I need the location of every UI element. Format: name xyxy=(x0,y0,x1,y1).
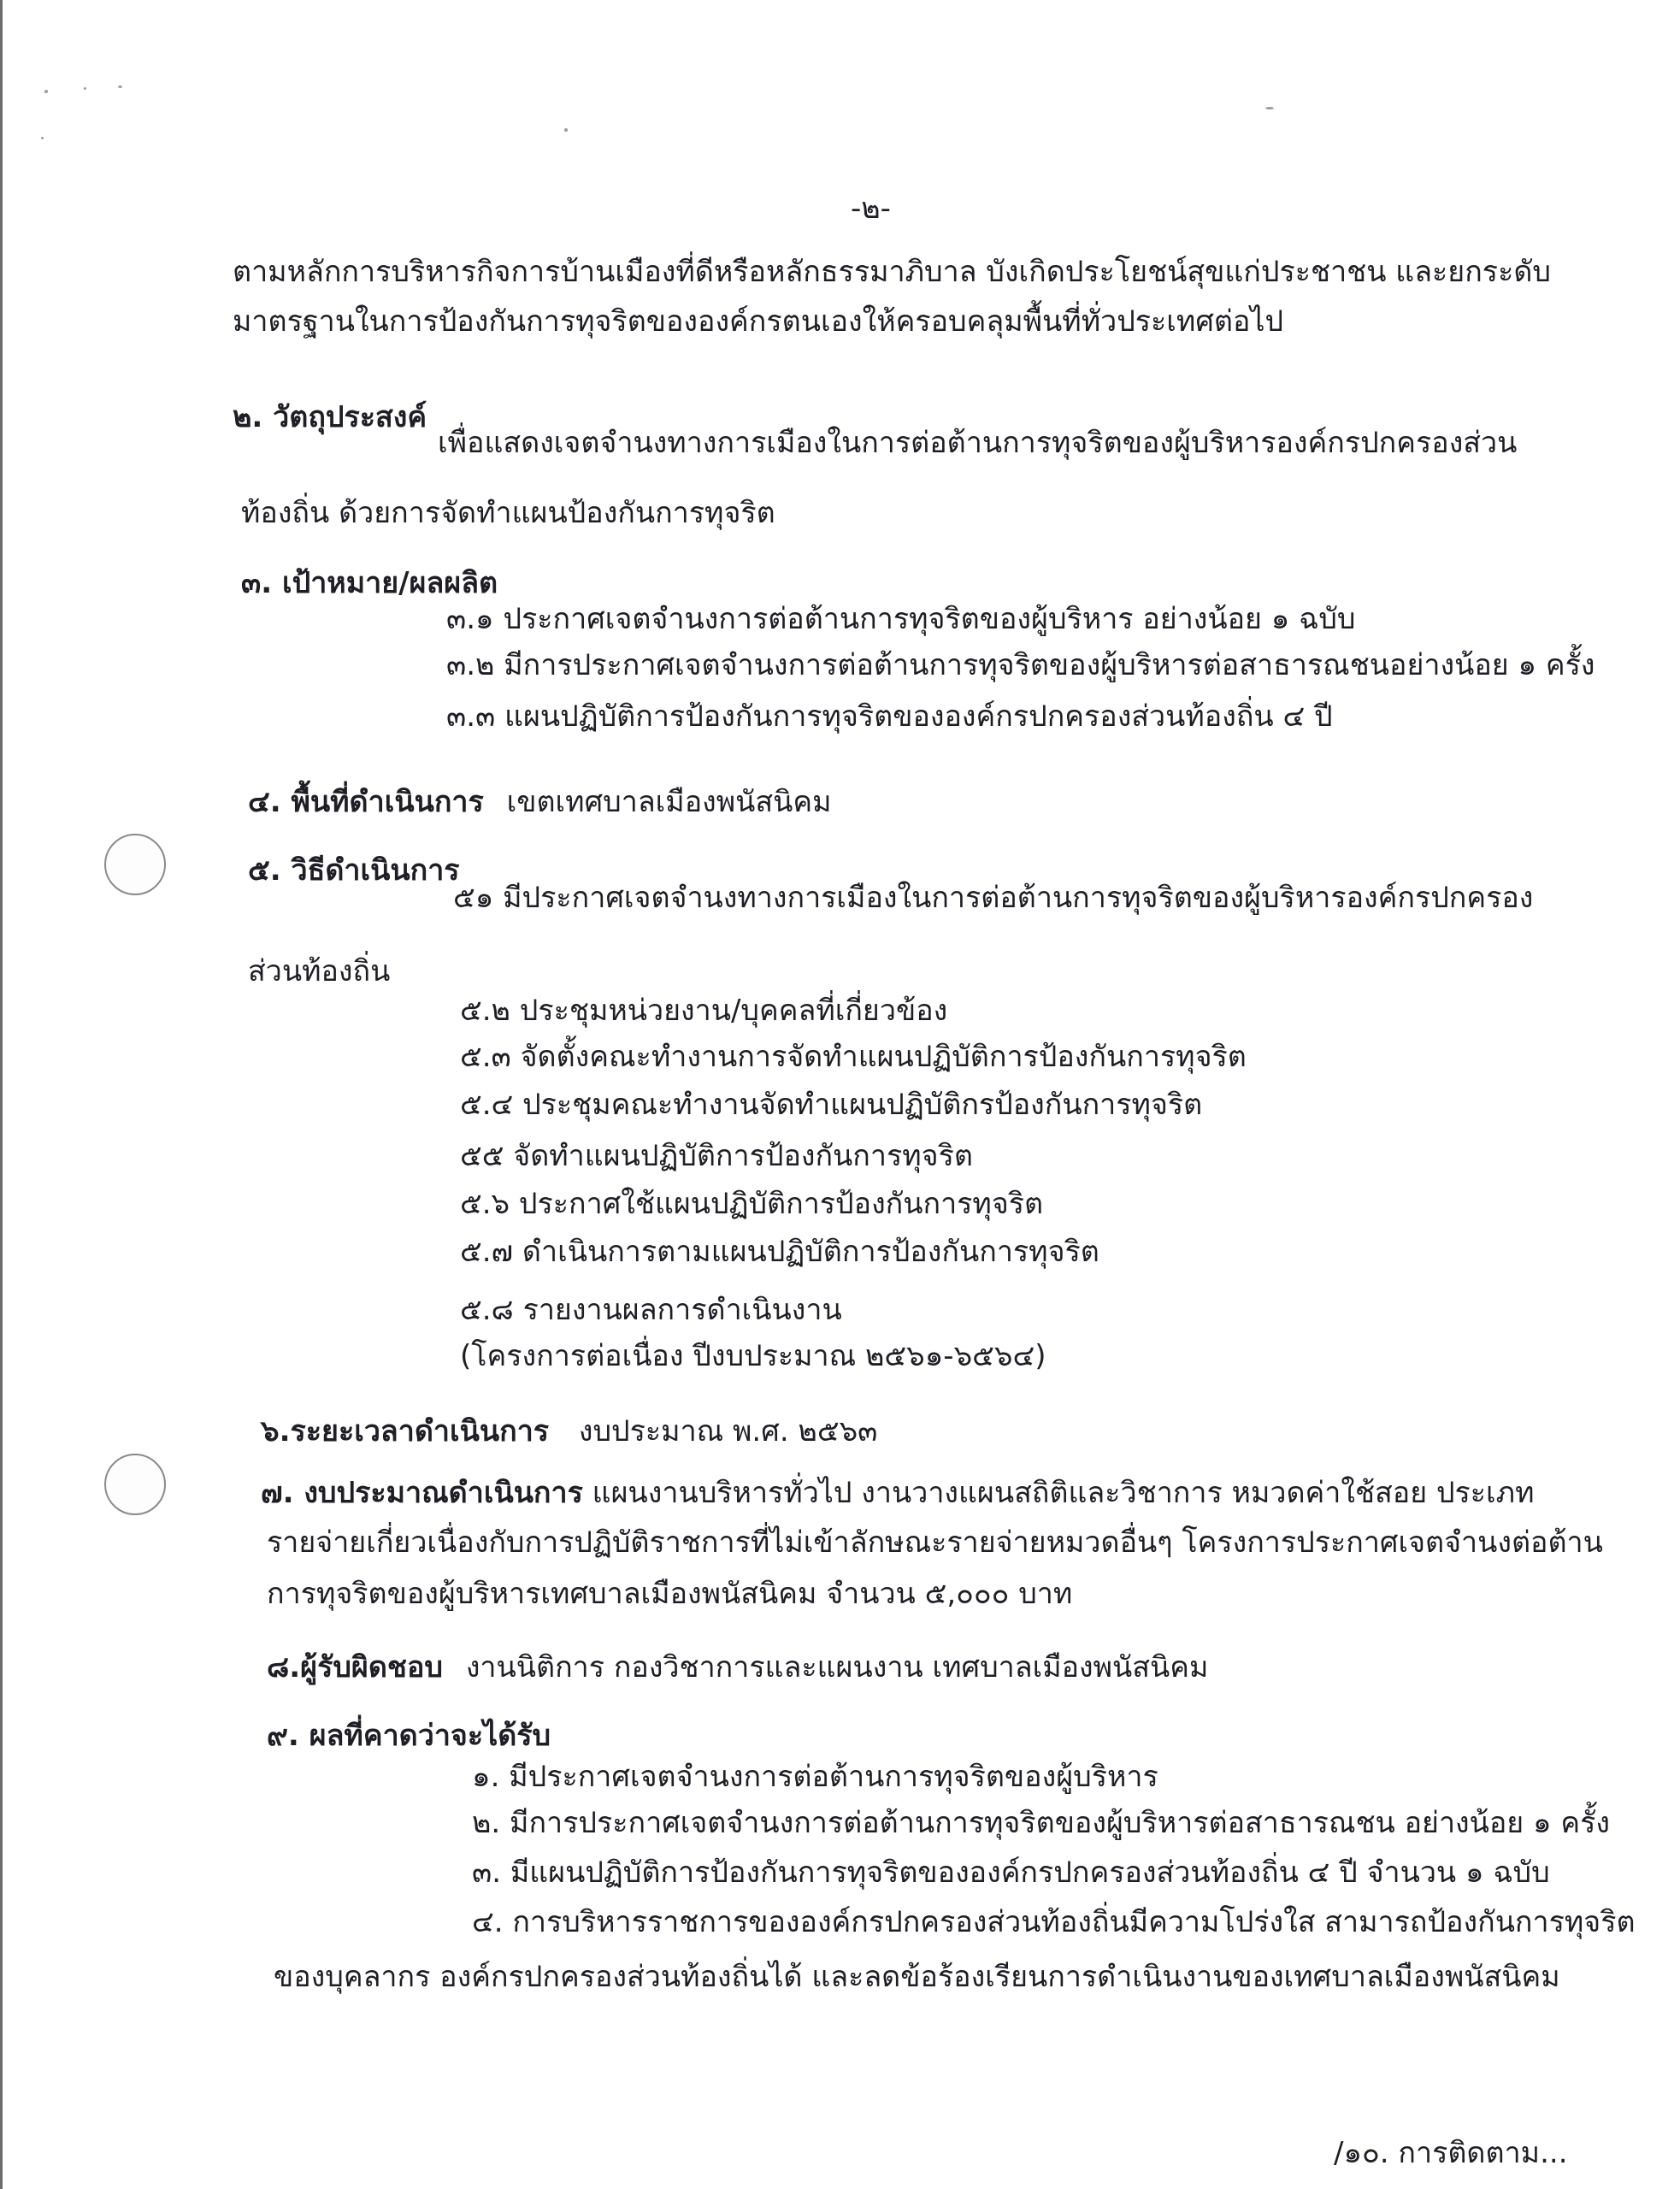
section-3-item: ๓.๓ แผนปฏิบัติการป้องกันการทุจริตขององค์กรปกครองส่วนท้องถิ่น ๔ ปี xyxy=(446,699,1333,734)
section-6-heading: ๖.ระยะเวลาดำเนินการ xyxy=(261,1414,550,1449)
section-5-item: ๕.๒ ประชุมหน่วยงาน/บุคคลที่เกี่ยวข้อง xyxy=(460,994,948,1028)
section-7-text: แผนงานบริหารทั่วไป งานวางแผนสถิติและวิชาการ หมวดค่าใช้สอย ประเภท xyxy=(582,1476,1535,1510)
section-9-item: ๑. มีประกาศเจตจำนงการต่อต้านการทุจริตของผู้บริหาร xyxy=(472,1760,1158,1794)
punch-hole-top xyxy=(104,834,166,895)
section-9-item: ๓. มีแผนปฏิบัติการป้องกันการทุจริตขององค์กรปกครองส่วนท้องถิ่น ๔ ปี จำนวน ๑ ฉบับ xyxy=(472,1856,1550,1890)
scan-speck xyxy=(44,90,48,93)
scan-speck xyxy=(1265,107,1274,109)
section-6-value: งบประมาณ พ.ศ. ๒๕๖๓ xyxy=(578,1414,878,1449)
section-2-paragraph-line-1: เพื่อแสดงเจตจำนงทางการเมืองในการต่อต้านการทุจริตของผู้บริหารองค์กรปกครองส่วน xyxy=(438,426,1518,460)
punch-hole-bottom xyxy=(104,1454,166,1515)
section-7-heading: ๗. งบประมาณดำเนินการ xyxy=(261,1476,583,1510)
scan-speck xyxy=(84,87,86,90)
footer-next-page: /๑๐. การติดตาม... xyxy=(1334,2136,1568,2170)
section-8-value: งานนิติการ กองวิชาการและแผนงาน เทศบาลเมืองพนัสนิคม xyxy=(465,1650,1209,1685)
scan-speck xyxy=(118,86,122,88)
section-2-paragraph-line-2: ท้องถิ่น ด้วยการจัดทำแผนป้องกันการทุจริต xyxy=(241,496,775,530)
section-5-item: ๕.๗ ดำเนินการตามแผนปฏิบัติการป้องกันการทุจริต xyxy=(460,1235,1099,1269)
section-2-heading: ๒. วัตถุประสงค์ xyxy=(233,400,427,434)
intro-line-1: ตามหลักการบริหารกิจการบ้านเมืองที่ดีหรือหลักธรรมาภิบาล บังเกิดประโยชน์สุขแก่ประชาชน และยกระดับ xyxy=(233,255,1551,289)
intro-line-2: มาตรฐานในการป้องกันการทุจริตขององค์กรตนเองให้ครอบคลุมพื้นที่ทั่วประเทศต่อไป xyxy=(233,304,1284,339)
scan-speck xyxy=(564,128,568,132)
section-4-line xyxy=(248,783,832,821)
page-number: -๒- xyxy=(851,192,891,226)
section-7-line-1 xyxy=(261,1474,1535,1512)
scan-speck xyxy=(41,137,44,139)
section-9-continuation: ของบุคลากร องค์กรปกครองส่วนท้องถิ่นได้ และลดข้อร้องเรียนการดำเนินงานของเทศบาลเมืองพนัสนิคม xyxy=(274,1960,1560,1994)
section-5-heading: ๕. วิธีดำเนินการ xyxy=(248,853,460,888)
section-9-item: ๔. การบริหารราชการขององค์กรปกครองส่วนท้องถิ่นมีความโปร่งใส สามารถป้องกันการทุจริต xyxy=(472,1905,1636,1939)
section-9-heading: ๙. ผลที่คาดว่าจะได้รับ xyxy=(267,1719,551,1753)
section-5-item: ๕.๔ ประชุมคณะทำงานจัดทำแผนปฏิบัติกรป้องกันการทุจริต xyxy=(460,1088,1203,1122)
section-5-note: (โครงการต่อเนื่อง ปีงบประมาณ ๒๕๖๑-๖๕๖๔) xyxy=(460,1339,1046,1373)
section-7-line-3: การทุจริตของผู้บริหารเทศบาลเมืองพนัสนิคม จำนวน ๕,๐๐๐ บาท xyxy=(267,1577,1073,1611)
section-5-item-1-line-2: ส่วนท้องถิ่น xyxy=(248,954,391,988)
section-5-item: ๕.๖ ประกาศใช้แผนปฏิบัติการป้องกันการทุจริต xyxy=(460,1187,1044,1221)
section-4-value: เขตเทศบาลเมืองพนัสนิคม xyxy=(506,785,832,819)
section-3-item: ๓.๒ มีการประกาศเจตจำนงการต่อต้านการทุจริตของผู้บริหารต่อสาธารณชนอย่างน้อย ๑ ครั้ง xyxy=(446,648,1595,682)
section-3-item: ๓.๑ ประกาศเจตจำนงการต่อต้านการทุจริตของผู้บริหาร อย่างน้อย ๑ ฉบับ xyxy=(446,602,1356,636)
section-5-item: ๕.๓ จัดตั้งคณะทำงานการจัดทำแผนปฏิบัติการป้องกันการทุจริต xyxy=(460,1040,1247,1074)
scan-edge-line xyxy=(0,0,3,2189)
section-8-heading: ๘.ผู้รับผิดชอบ xyxy=(267,1650,443,1685)
section-7-line-2: รายจ่ายเกี่ยวเนื่องกับการปฏิบัติราชการที่ไม่เข้าลักษณะรายจ่ายหมวดอื่นๆ โครงการประกาศเจตจำนงต่อต้าน xyxy=(267,1525,1603,1560)
section-8-line xyxy=(267,1649,1208,1686)
section-3-heading: ๓. เป้าหมาย/ผลผลิต xyxy=(241,566,498,600)
section-5-item: ๕.๘ รายงานผลการดำเนินงาน xyxy=(460,1293,842,1327)
section-5-item-1-line-1: ๕๑ มีประกาศเจตจำนงทางการเมืองในการต่อต้านการทุจริตของผู้บริหารองค์กรปกครอง xyxy=(453,881,1534,915)
section-4-heading: ๔. พื้นที่ดำเนินการ xyxy=(248,785,484,819)
section-6-line xyxy=(261,1413,877,1450)
section-9-item: ๒. มีการประกาศเจตจำนงการต่อต้านการทุจริตของผู้บริหารต่อสาธารณชน อย่างน้อย ๑ ครั้ง xyxy=(472,1806,1611,1840)
section-5-item: ๕๕ จัดทำแผนปฏิบัติการป้องกันการทุจริต xyxy=(460,1139,973,1173)
